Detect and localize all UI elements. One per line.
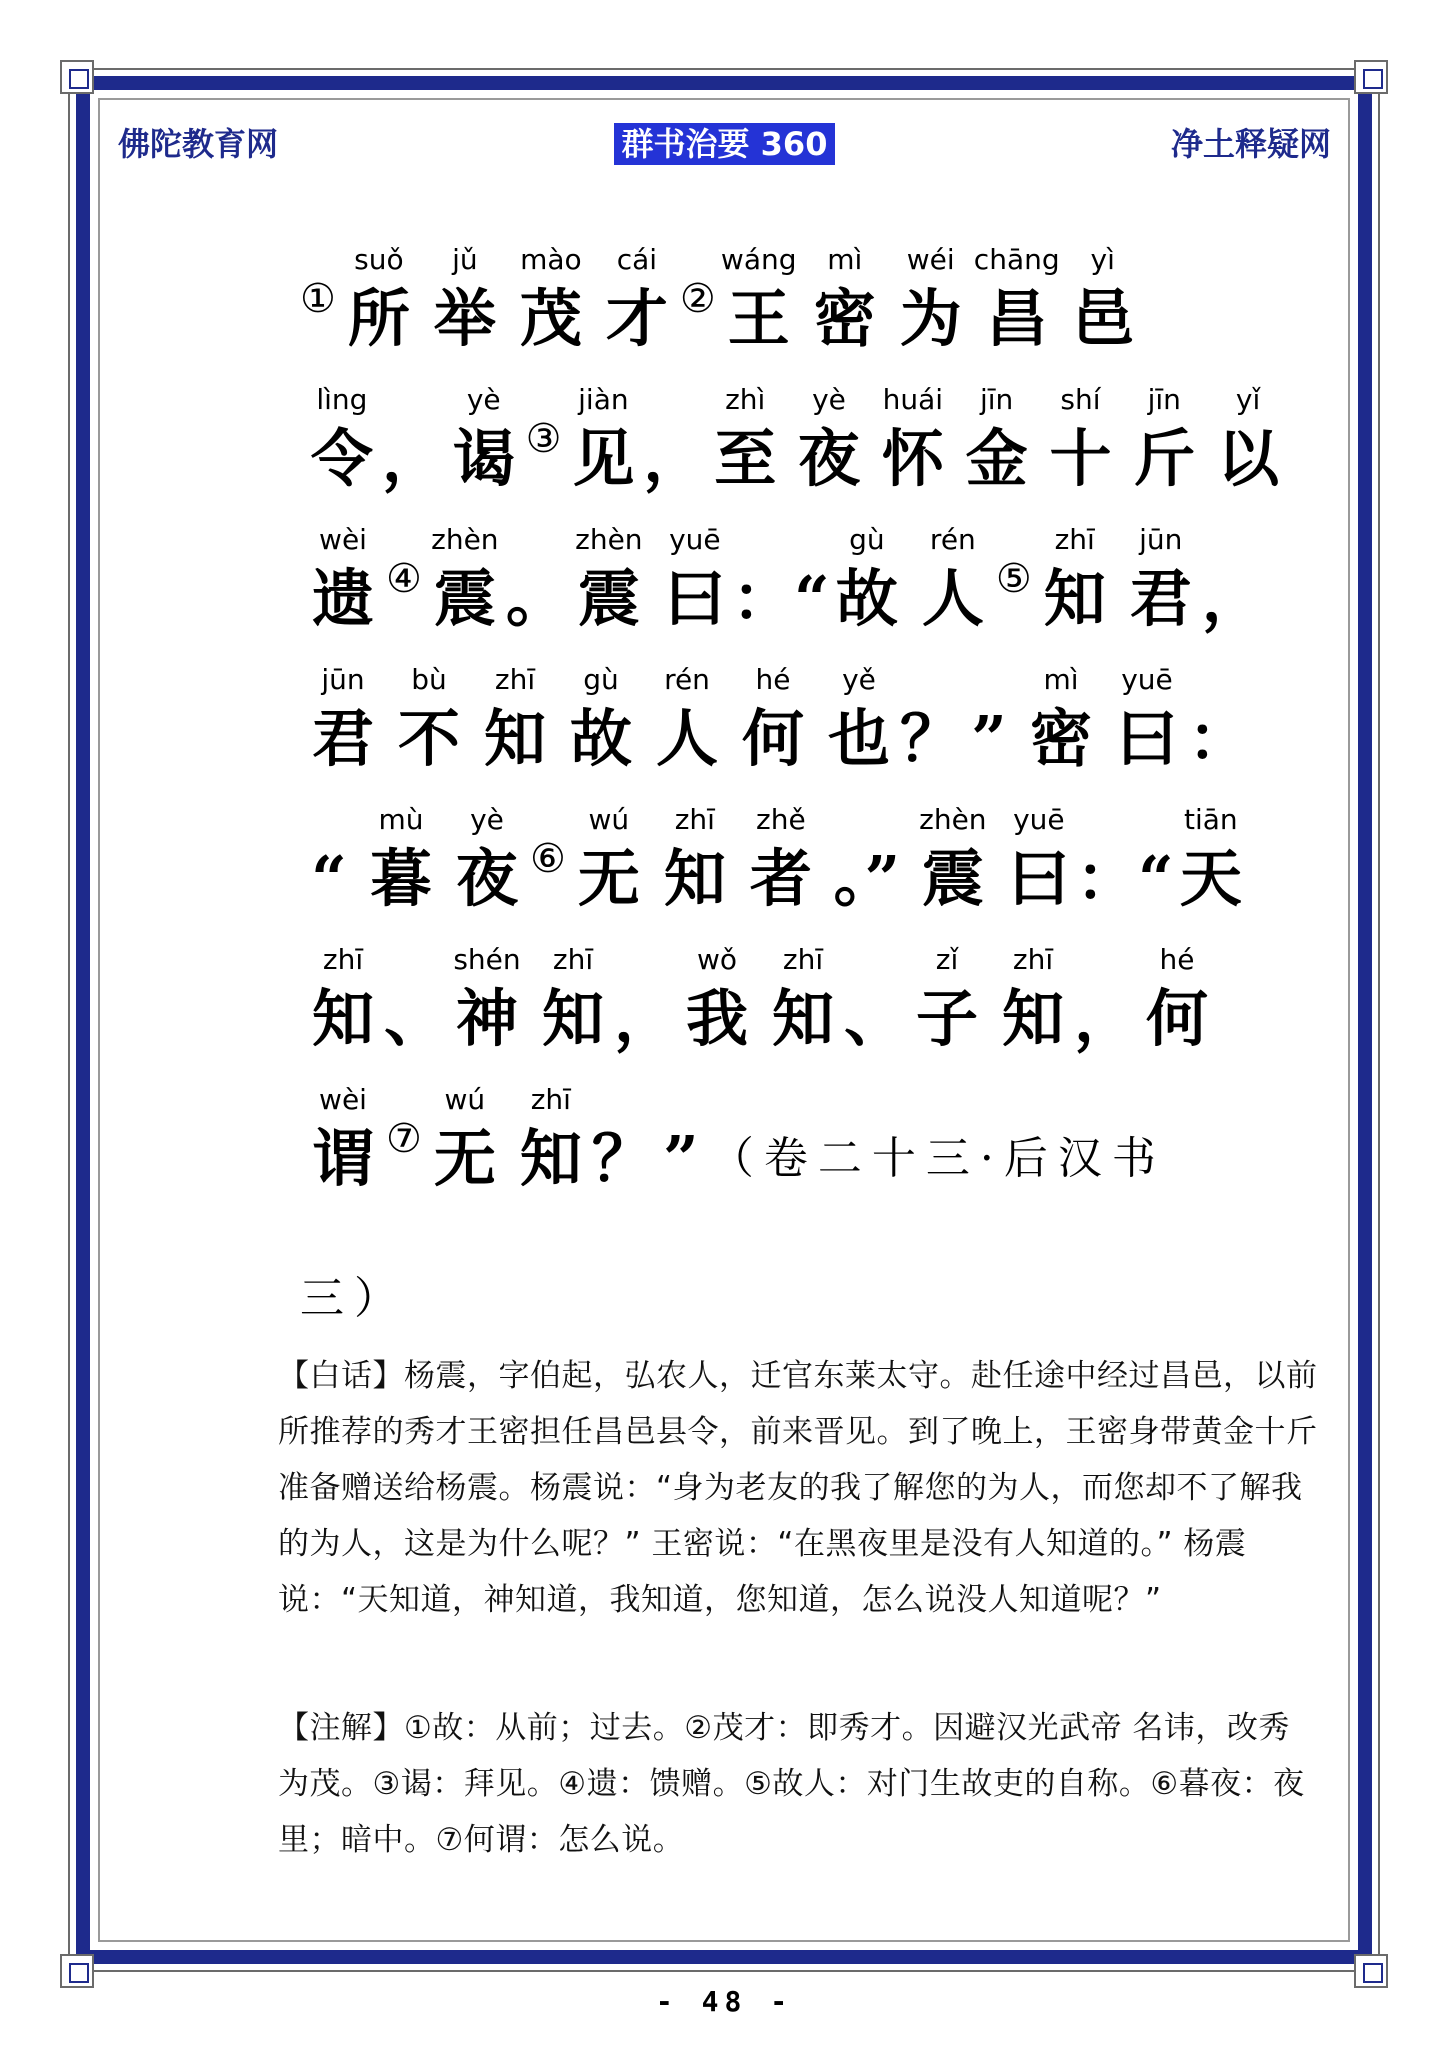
character-with-pinyin bbox=[1032, 522, 1118, 640]
character-with-pinyin bbox=[990, 942, 1076, 1060]
pinyin: yuē bbox=[1121, 663, 1173, 696]
punctuation bbox=[1076, 802, 1174, 920]
pinyin: mì bbox=[1043, 663, 1079, 696]
pinyin: jǔ bbox=[452, 243, 478, 276]
hanzi: 金 bbox=[965, 422, 1028, 495]
character-with-pinyin bbox=[422, 522, 508, 640]
hanzi: 邑 bbox=[1071, 282, 1134, 355]
hanzi: 君 bbox=[311, 702, 374, 775]
pinyin: jiàn bbox=[578, 383, 629, 416]
classical-line bbox=[300, 220, 1290, 360]
character-with-pinyin bbox=[910, 802, 996, 920]
classical-passage bbox=[300, 220, 1290, 1340]
classical-line bbox=[300, 360, 1290, 500]
corner-ornament-bottom-right bbox=[1354, 1954, 1388, 1988]
pinyin: wèi bbox=[319, 1083, 367, 1116]
pinyin: wú bbox=[444, 1083, 486, 1116]
character-with-pinyin bbox=[955, 382, 1039, 500]
footnote-marker: ② bbox=[679, 276, 716, 322]
hanzi: 君 bbox=[1129, 562, 1192, 635]
hanzi: 知 bbox=[663, 842, 726, 915]
hanzi: 不 bbox=[397, 702, 460, 775]
character-with-pinyin bbox=[816, 662, 902, 780]
classical-line bbox=[300, 500, 1290, 640]
hanzi: 斤 bbox=[1133, 422, 1196, 495]
punctuation-mark: 、 bbox=[844, 982, 907, 1055]
source-citation: （卷二十三·后汉书 bbox=[709, 1133, 1166, 1184]
hanzi: 夜 bbox=[455, 842, 518, 915]
hanzi: 才 bbox=[605, 282, 668, 355]
hanzi: 茂 bbox=[519, 282, 582, 355]
pinyin: hé bbox=[1159, 943, 1195, 976]
hanzi: 夜 bbox=[798, 422, 861, 495]
character-with-pinyin bbox=[1168, 802, 1254, 920]
vernacular-translation: 【白话】杨震，字伯起，弘农人，迁官东莱太守。赴任途中经过昌邑，以前所推荐的秀才王密担任昌邑县令，前来晋见。到了晚上，王密身带黄金十斤准备赠送给杨震。杨震说：“身为老友的我了解您的为人，而您却不了解我的为人，这是为什么呢？” 王密说：“在黑夜里是没有人知道的。” 杨震说：“天知道，神知道，我知道，您知道，怎么说没人知道呢？” bbox=[278, 1358, 1318, 1618]
hanzi: 昌 bbox=[985, 282, 1048, 355]
hanzi: 曰 bbox=[663, 562, 726, 635]
character-with-pinyin bbox=[530, 942, 616, 1060]
classical-line bbox=[300, 1200, 1290, 1340]
punctuation bbox=[591, 1082, 654, 1200]
punctuation-mark: ” bbox=[663, 1122, 699, 1195]
pinyin: zhě bbox=[756, 803, 806, 836]
footnote-marker: ⑥ bbox=[530, 836, 566, 882]
pinyin: wáng bbox=[720, 243, 797, 276]
hanzi: 故 bbox=[835, 562, 898, 635]
hanzi: 天 bbox=[1179, 842, 1242, 915]
hanzi: 人 bbox=[655, 702, 718, 775]
hanzi: 以 bbox=[1217, 422, 1280, 495]
pinyin: yuē bbox=[1013, 803, 1065, 836]
pinyin: yè bbox=[470, 803, 504, 836]
punctuation bbox=[844, 942, 907, 1060]
pinyin: mào bbox=[520, 243, 582, 276]
punctuation-mark: ， bbox=[614, 982, 677, 1055]
character-with-pinyin bbox=[738, 802, 824, 920]
pinyin: hé bbox=[755, 663, 791, 696]
hanzi: 曰 bbox=[1007, 842, 1070, 915]
punctuation bbox=[381, 382, 444, 500]
pinyin: zhì bbox=[725, 383, 766, 416]
hanzi: 震 bbox=[577, 562, 640, 635]
hanzi: 见 bbox=[572, 422, 635, 495]
hanzi: 暮 bbox=[369, 842, 432, 915]
character-with-pinyin bbox=[787, 382, 871, 500]
character-with-pinyin bbox=[1039, 382, 1123, 500]
character-with-pinyin bbox=[802, 242, 888, 360]
pinyin: mù bbox=[378, 803, 424, 836]
character-with-pinyin bbox=[904, 942, 990, 1060]
pinyin: bù bbox=[411, 663, 447, 696]
hanzi: 子 bbox=[915, 982, 978, 1055]
pinyin: yì bbox=[1090, 243, 1115, 276]
hanzi: 为 bbox=[899, 282, 962, 355]
character-with-pinyin bbox=[442, 382, 526, 500]
punctuation-mark: ， bbox=[381, 422, 444, 495]
pinyin: zhī bbox=[530, 1083, 571, 1116]
hanzi: 知 bbox=[483, 702, 546, 775]
pinyin: wéi bbox=[906, 243, 955, 276]
corner-ornament-top-left bbox=[60, 60, 94, 94]
punctuation bbox=[1188, 662, 1251, 780]
punctuation-mark: 。 bbox=[505, 562, 568, 635]
hanzi: 十 bbox=[1049, 422, 1112, 495]
pinyin: lìng bbox=[316, 383, 368, 416]
hanzi: 知 bbox=[311, 982, 374, 1055]
character-with-pinyin bbox=[824, 522, 910, 640]
character-with-pinyin bbox=[888, 242, 974, 360]
character-with-pinyin bbox=[1122, 382, 1206, 500]
character-with-pinyin bbox=[652, 522, 738, 640]
character-with-pinyin bbox=[300, 522, 386, 640]
punctuation bbox=[505, 522, 568, 640]
character-with-pinyin bbox=[561, 382, 645, 500]
punctuation bbox=[824, 802, 910, 920]
classical-line bbox=[300, 920, 1290, 1060]
pinyin: wú bbox=[588, 803, 630, 836]
character-with-pinyin bbox=[1104, 662, 1190, 780]
pinyin: wǒ bbox=[696, 943, 738, 976]
hanzi: 密 bbox=[1029, 702, 1092, 775]
corner-ornament-top-right bbox=[1354, 60, 1388, 94]
character-with-pinyin bbox=[1018, 662, 1104, 780]
hanzi: 者 bbox=[749, 842, 812, 915]
punctuation-mark: ：“ bbox=[732, 562, 830, 635]
character-with-pinyin bbox=[508, 1082, 594, 1200]
punctuation-mark: ：“ bbox=[1076, 842, 1174, 915]
character-with-pinyin bbox=[386, 662, 472, 780]
character-with-pinyin bbox=[760, 942, 846, 1060]
pinyin: zǐ bbox=[935, 943, 959, 976]
pinyin: zhī bbox=[322, 943, 364, 976]
character-with-pinyin bbox=[422, 1082, 508, 1200]
pinyin: shí bbox=[1060, 383, 1101, 416]
punctuation bbox=[960, 662, 1018, 780]
character-with-pinyin bbox=[652, 802, 738, 920]
pinyin: yǐ bbox=[1235, 383, 1261, 416]
hanzi: 知 bbox=[519, 1122, 582, 1195]
header-title-text: 群书治要 360 bbox=[614, 123, 836, 165]
annotations: 【注解】①故：从前；过去。②茂才：即秀才。因避汉光武帝 名讳，改秀为茂。③谒：拜见。④遗：馈赠。⑤故人：对门生故吏的自称。⑥暮夜：夜里；暗中。⑦何谓：怎么说。 bbox=[278, 1710, 1305, 1858]
pinyin: zhèn bbox=[431, 523, 499, 556]
character-with-pinyin bbox=[300, 942, 386, 1060]
hanzi: 知 bbox=[771, 982, 834, 1055]
hanzi: 谓 bbox=[311, 1122, 374, 1195]
hanzi: 震 bbox=[433, 562, 496, 635]
pinyin: cái bbox=[616, 243, 658, 276]
hanzi: 故 bbox=[569, 702, 632, 775]
punctuation bbox=[900, 662, 963, 780]
hanzi: 无 bbox=[577, 842, 640, 915]
pinyin: yè bbox=[812, 383, 846, 416]
character-with-pinyin bbox=[674, 942, 760, 1060]
punctuation-mark: ， bbox=[1201, 562, 1264, 635]
character-with-pinyin bbox=[594, 242, 680, 360]
character-with-pinyin bbox=[1118, 522, 1204, 640]
hanzi: 人 bbox=[921, 562, 984, 635]
character-with-pinyin bbox=[422, 242, 508, 360]
character-with-pinyin bbox=[974, 242, 1060, 360]
pinyin: yuē bbox=[669, 523, 721, 556]
punctuation-mark: ？ bbox=[900, 702, 963, 775]
hanzi: 知 bbox=[1043, 562, 1106, 635]
pinyin: yè bbox=[466, 383, 501, 416]
footnote-marker: ④ bbox=[386, 556, 422, 602]
punctuation bbox=[300, 802, 358, 920]
punctuation bbox=[732, 522, 830, 640]
character-with-pinyin bbox=[336, 242, 422, 360]
hanzi: 王 bbox=[727, 282, 790, 355]
pinyin: zhèn bbox=[919, 803, 987, 836]
character-with-pinyin bbox=[996, 802, 1082, 920]
pinyin: yě bbox=[842, 663, 876, 696]
pinyin: zhī bbox=[674, 803, 715, 836]
classical-line bbox=[300, 1060, 1290, 1200]
hanzi: 所 bbox=[347, 282, 410, 355]
hanzi: 何 bbox=[1145, 982, 1208, 1055]
hanzi: 遗 bbox=[311, 562, 374, 635]
character-with-pinyin bbox=[558, 662, 644, 780]
character-with-pinyin bbox=[566, 802, 652, 920]
source-citation: 三） bbox=[300, 1273, 408, 1324]
character-with-pinyin bbox=[300, 662, 386, 780]
punctuation-mark: ， bbox=[1074, 982, 1137, 1055]
hanzi: 至 bbox=[714, 422, 777, 495]
hanzi: 知 bbox=[541, 982, 604, 1055]
punctuation-mark: ” bbox=[971, 702, 1007, 775]
punctuation-mark: ： bbox=[1188, 702, 1251, 775]
punctuation-mark: “ bbox=[311, 842, 347, 915]
footnote-marker: ③ bbox=[525, 416, 562, 462]
character-with-pinyin bbox=[1060, 242, 1146, 360]
character-with-pinyin bbox=[444, 802, 530, 920]
header-site-left: 佛陀教育网 bbox=[118, 125, 279, 163]
punctuation bbox=[614, 942, 677, 1060]
punctuation bbox=[384, 942, 447, 1060]
hanzi: 谒 bbox=[452, 422, 515, 495]
hanzi: 曰 bbox=[1115, 702, 1178, 775]
hanzi: 怀 bbox=[881, 422, 944, 495]
pinyin: mì bbox=[827, 243, 863, 276]
pinyin: zhèn bbox=[575, 523, 643, 556]
character-with-pinyin bbox=[300, 382, 384, 500]
hanzi: 密 bbox=[813, 282, 876, 355]
pinyin: zhī bbox=[494, 663, 536, 696]
pinyin: zhī bbox=[782, 943, 824, 976]
corner-ornament-bottom-left bbox=[60, 1954, 94, 1988]
pinyin: zhī bbox=[552, 943, 594, 976]
hanzi: 也 bbox=[827, 702, 890, 775]
pinyin: jūn bbox=[321, 663, 365, 696]
hanzi: 我 bbox=[685, 982, 748, 1055]
character-with-pinyin bbox=[730, 662, 816, 780]
character-with-pinyin bbox=[644, 662, 730, 780]
header-site-right: 净土释疑网 bbox=[1170, 125, 1331, 163]
hanzi: 何 bbox=[741, 702, 804, 775]
punctuation bbox=[652, 1082, 710, 1200]
punctuation bbox=[1201, 522, 1264, 640]
footnote-marker: ① bbox=[300, 276, 336, 322]
page-number: - 48 - bbox=[655, 1985, 794, 2018]
pinyin: rén bbox=[929, 523, 976, 556]
pinyin: chāng bbox=[973, 243, 1060, 276]
pinyin: jīn bbox=[1147, 383, 1181, 416]
hanzi: 无 bbox=[433, 1122, 496, 1195]
pinyin: jīn bbox=[979, 383, 1014, 416]
hanzi: 举 bbox=[433, 282, 496, 355]
character-with-pinyin bbox=[1134, 942, 1220, 1060]
hanzi: 神 bbox=[455, 982, 518, 1055]
pinyin: gù bbox=[583, 663, 619, 696]
character-with-pinyin bbox=[300, 1082, 386, 1200]
pinyin: huái bbox=[882, 383, 944, 416]
hanzi: 令 bbox=[310, 422, 373, 495]
character-with-pinyin bbox=[871, 382, 955, 500]
punctuation-mark: 、 bbox=[384, 982, 447, 1055]
character-with-pinyin bbox=[716, 242, 802, 360]
pinyin: tiān bbox=[1184, 803, 1238, 836]
pinyin: zhī bbox=[1054, 523, 1095, 556]
punctuation-mark: 。” bbox=[833, 842, 901, 915]
punctuation bbox=[1074, 942, 1137, 1060]
footnote-marker: ⑤ bbox=[995, 556, 1032, 602]
footnote-marker: ⑦ bbox=[386, 1116, 422, 1162]
pinyin: shén bbox=[453, 943, 521, 976]
classical-line bbox=[300, 780, 1290, 920]
character-with-pinyin bbox=[358, 802, 444, 920]
hanzi: 震 bbox=[921, 842, 984, 915]
pinyin: jūn bbox=[1139, 523, 1183, 556]
pinyin: gù bbox=[849, 523, 885, 556]
pinyin: suǒ bbox=[354, 243, 404, 276]
classical-line bbox=[300, 640, 1290, 780]
punctuation-mark: ？ bbox=[591, 1122, 654, 1195]
pinyin: zhī bbox=[1012, 943, 1054, 976]
character-with-pinyin bbox=[444, 942, 530, 1060]
character-with-pinyin bbox=[566, 522, 652, 640]
character-with-pinyin bbox=[472, 662, 558, 780]
punctuation-mark: ， bbox=[643, 422, 706, 495]
hanzi: 知 bbox=[1001, 982, 1064, 1055]
character-with-pinyin bbox=[703, 382, 787, 500]
character-with-pinyin bbox=[910, 522, 996, 640]
character-with-pinyin bbox=[1206, 382, 1290, 500]
pinyin: wèi bbox=[319, 523, 367, 556]
punctuation bbox=[643, 382, 706, 500]
character-with-pinyin bbox=[508, 242, 594, 360]
pinyin: rén bbox=[664, 663, 710, 696]
